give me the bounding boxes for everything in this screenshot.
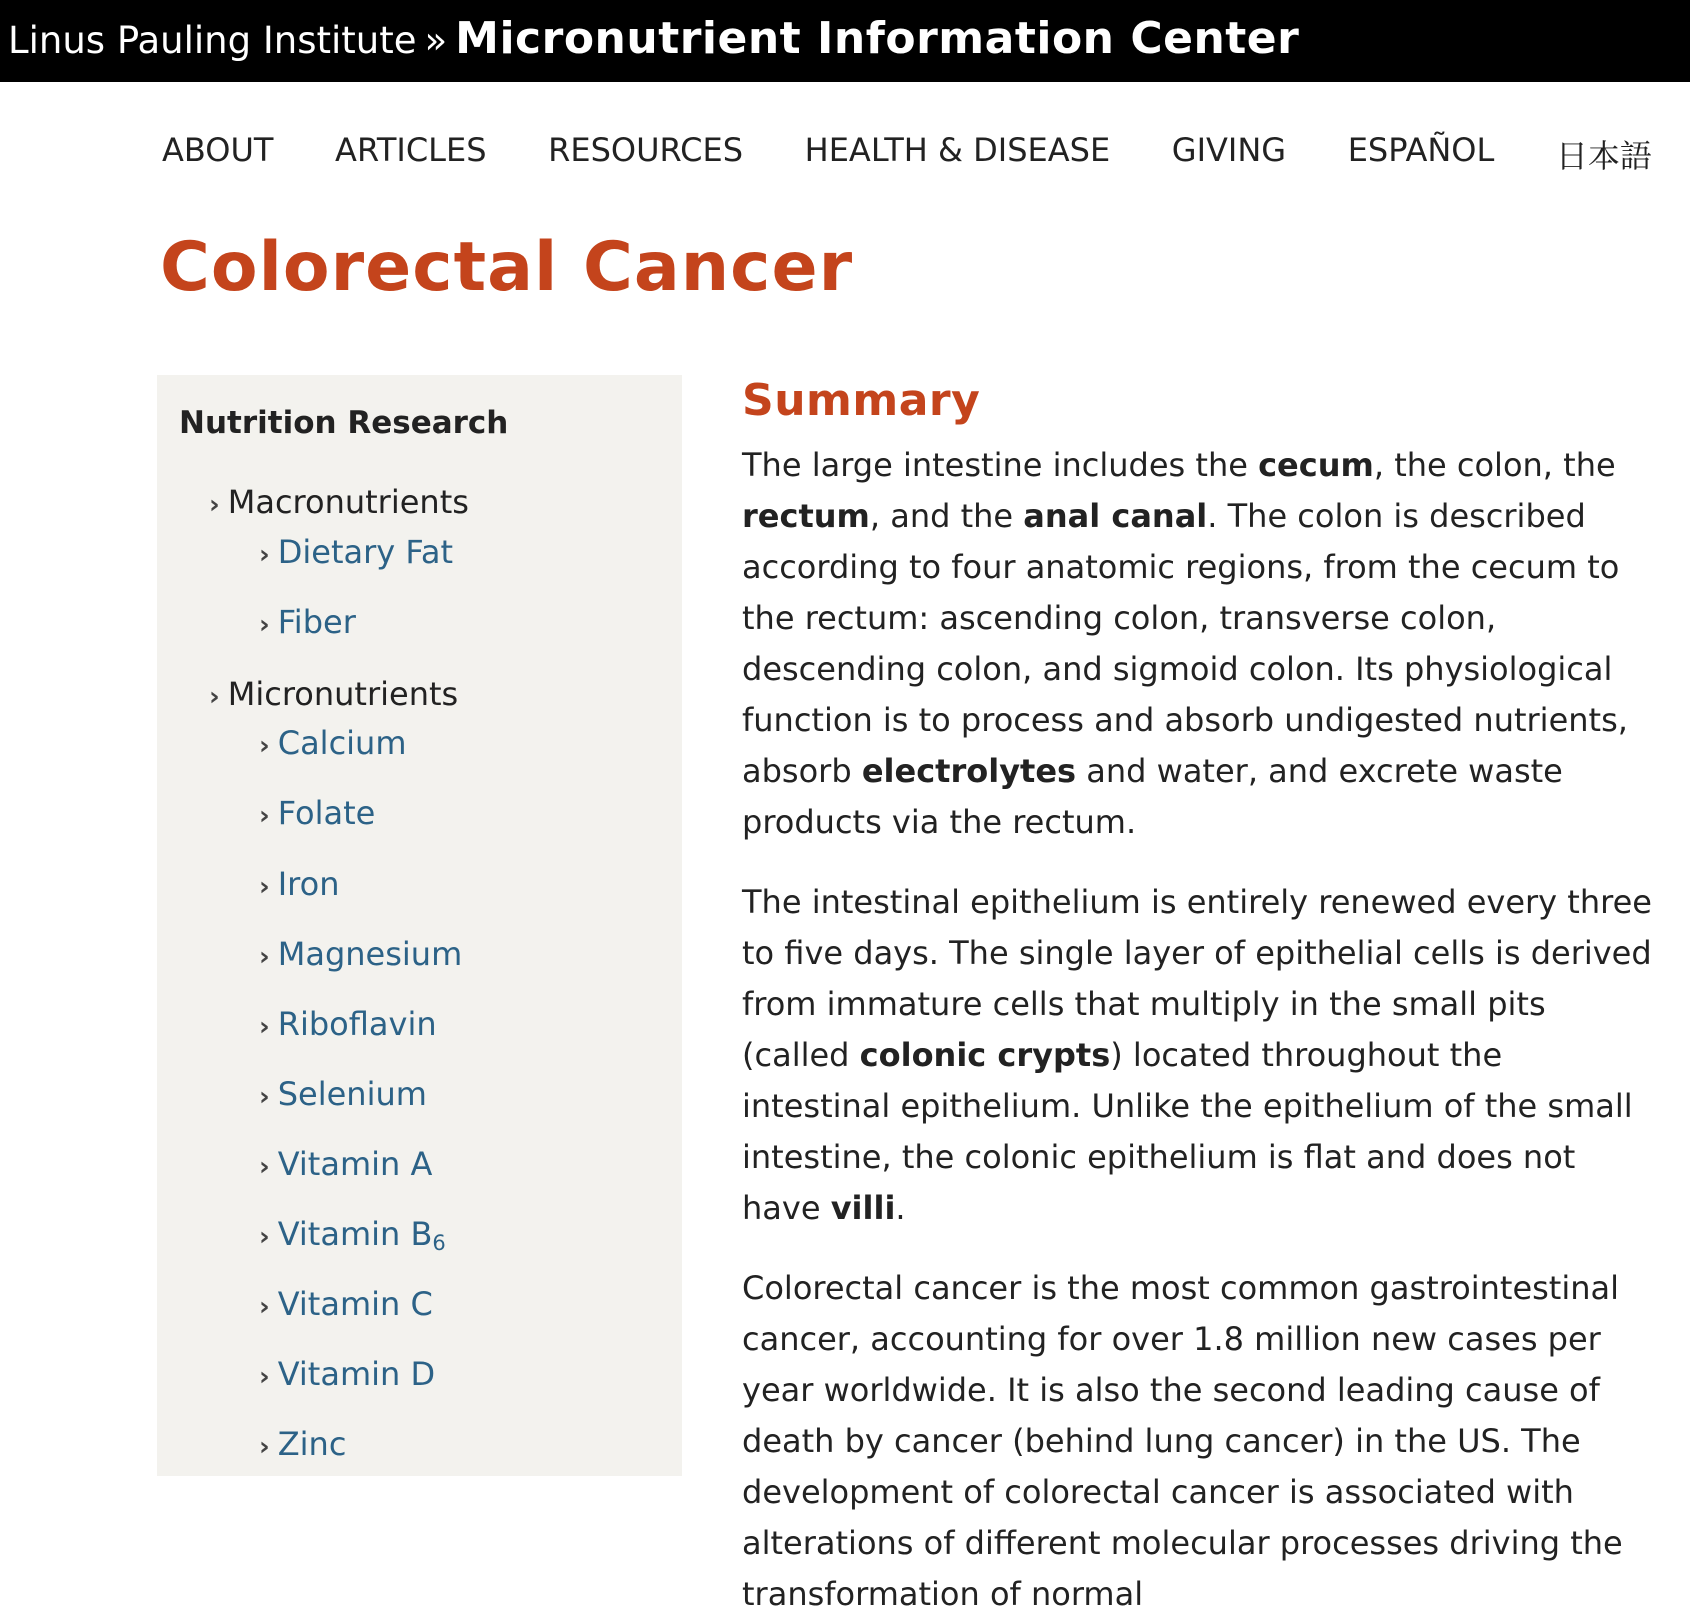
chevron-right-icon: ›	[209, 490, 220, 520]
sidebar-item-vitamin-b6[interactable]	[259, 1215, 446, 1255]
sidebar-title: Nutrition Research	[179, 405, 509, 441]
site-header-title	[8, 13, 1299, 64]
text: , and the	[869, 497, 1024, 535]
term-villi[interactable]: villi	[830, 1189, 896, 1227]
chevron-right-icon: ›	[259, 1432, 270, 1462]
summary-heading: Summary	[742, 375, 981, 426]
text: , the colon, the	[1373, 446, 1616, 484]
summary-paragraph-3: Colorectal cancer is the most common gastrointestinal cancer, accounting for over 1.8 million new cases per year worldwide. It is also the second leading cause of death by cancer (behind lung cancer) in the US. The development of colorectal cancer is associated with alterations of different molecular processes driving the transformation of normal	[742, 1269, 1623, 1613]
nav-resources[interactable]: RESOURCES	[548, 131, 744, 169]
sidebar-item-riboflavin[interactable]	[259, 1005, 437, 1043]
summary-paragraph-2	[742, 877, 1660, 1234]
sidebar-item-label: Dietary Fat	[277, 533, 453, 571]
term-electrolytes[interactable]: electrolytes	[861, 752, 1077, 790]
sidebar-item-label: Macronutrients	[227, 483, 469, 521]
nav-japanese[interactable]: 日本語	[1555, 137, 1652, 175]
site-header	[0, 0, 1690, 82]
sidebar-item-iron[interactable]	[259, 865, 339, 903]
sidebar-item-fiber[interactable]	[259, 603, 356, 641]
chevron-right-icon: ›	[259, 801, 270, 831]
chevron-right-icon: ›	[259, 610, 270, 640]
sidebar-item-magnesium[interactable]	[259, 935, 462, 973]
sidebar-item-macronutrients	[209, 483, 469, 521]
chevron-right-icon: ›	[259, 872, 270, 902]
sidebar-item-label: Selenium	[277, 1075, 427, 1113]
text: The intestinal epithelium is entirely renewed every three to five days. The single layer of epithelial cells is derived from immature cells that multiply in the small pits (called	[742, 883, 1652, 1074]
chevron-right-icon: ›	[259, 1012, 270, 1042]
sidebar-item-label: Iron	[277, 865, 340, 903]
nav-health-disease[interactable]: HEALTH & DISEASE	[804, 131, 1111, 169]
chevron-right-icon: ›	[259, 1362, 270, 1392]
chevron-right-icon: ›	[259, 1082, 270, 1112]
text: . The colon is described according to four anatomic regions, from the cecum to the rectum: ascending colon, transverse colon, descending colon, and sigmoid colon. Its physiological function is to process and absorb undigested nutrients, absorb	[742, 497, 1628, 790]
summary-paragraph-1	[742, 440, 1660, 848]
text: The large intestine includes the	[742, 446, 1259, 484]
text: and water, and excrete waste products via the rectum.	[742, 752, 1563, 841]
term-colonic-crypts[interactable]: colonic crypts	[859, 1036, 1111, 1074]
sidebar-item-label: Zinc	[277, 1425, 347, 1463]
sidebar-item-label: Vitamin C	[277, 1285, 433, 1323]
sidebar-item-label: Fiber	[277, 603, 356, 641]
sidebar-item-label: Vitamin D	[277, 1355, 436, 1393]
article-content	[742, 375, 1660, 1620]
nav-articles[interactable]: ARTICLES	[335, 131, 487, 169]
chevron-right-icon: ›	[259, 731, 270, 761]
sidebar-item-selenium[interactable]	[259, 1075, 427, 1113]
text: .	[895, 1189, 906, 1227]
sidebar-item-label: Vitamin B	[277, 1215, 433, 1253]
text: ) located throughout the intestinal epithelium. Unlike the epithelium of the small intestine, the colonic epithelium is flat and does not have	[742, 1036, 1633, 1227]
page-title: Colorectal Cancer	[160, 228, 854, 307]
chevron-right-icon: ›	[209, 682, 220, 712]
nav-about[interactable]: ABOUT	[162, 131, 274, 169]
sidebar-item-label: Riboflavin	[277, 1005, 437, 1043]
chevron-right-icon: ›	[259, 1152, 270, 1182]
institute-link[interactable]: Linus Pauling Institute	[8, 19, 417, 62]
chevron-right-icon: ›	[259, 942, 270, 972]
nav-giving[interactable]: GIVING	[1171, 131, 1287, 169]
sidebar-item-label: Magnesium	[277, 935, 463, 973]
sidebar-item-vitamin-a[interactable]	[259, 1145, 432, 1183]
subscript: 6	[432, 1231, 446, 1255]
term-rectum[interactable]: rectum	[742, 497, 870, 535]
sidebar	[157, 375, 682, 1476]
sidebar-item-label: Folate	[277, 794, 376, 832]
sidebar-item-label: Micronutrients	[227, 675, 459, 713]
sidebar-item-micronutrients	[209, 675, 458, 713]
sidebar-item-label: Calcium	[277, 724, 407, 762]
sidebar-item-vitamin-d[interactable]	[259, 1355, 435, 1393]
chevron-right-icon: ›	[259, 540, 270, 570]
sidebar-item-dietary-fat[interactable]	[259, 533, 453, 571]
sidebar-item-vitamin-c[interactable]	[259, 1285, 433, 1323]
sidebar-item-folate[interactable]	[259, 794, 375, 832]
site-name-link[interactable]: Micronutrient Information Center	[455, 13, 1300, 64]
nav-espanol[interactable]: ESPAÑOL	[1347, 131, 1495, 169]
chevron-right-icon: ›	[259, 1292, 270, 1322]
term-cecum[interactable]: cecum	[1258, 446, 1374, 484]
sidebar-item-calcium[interactable]	[259, 724, 407, 762]
chevron-right-icon: ›	[259, 1222, 270, 1252]
sidebar-item-zinc[interactable]	[259, 1425, 346, 1463]
main-nav	[162, 131, 1652, 177]
sidebar-item-label: Vitamin A	[277, 1145, 433, 1183]
header-separator: »	[424, 19, 448, 62]
term-anal-canal[interactable]: anal canal	[1023, 497, 1208, 535]
